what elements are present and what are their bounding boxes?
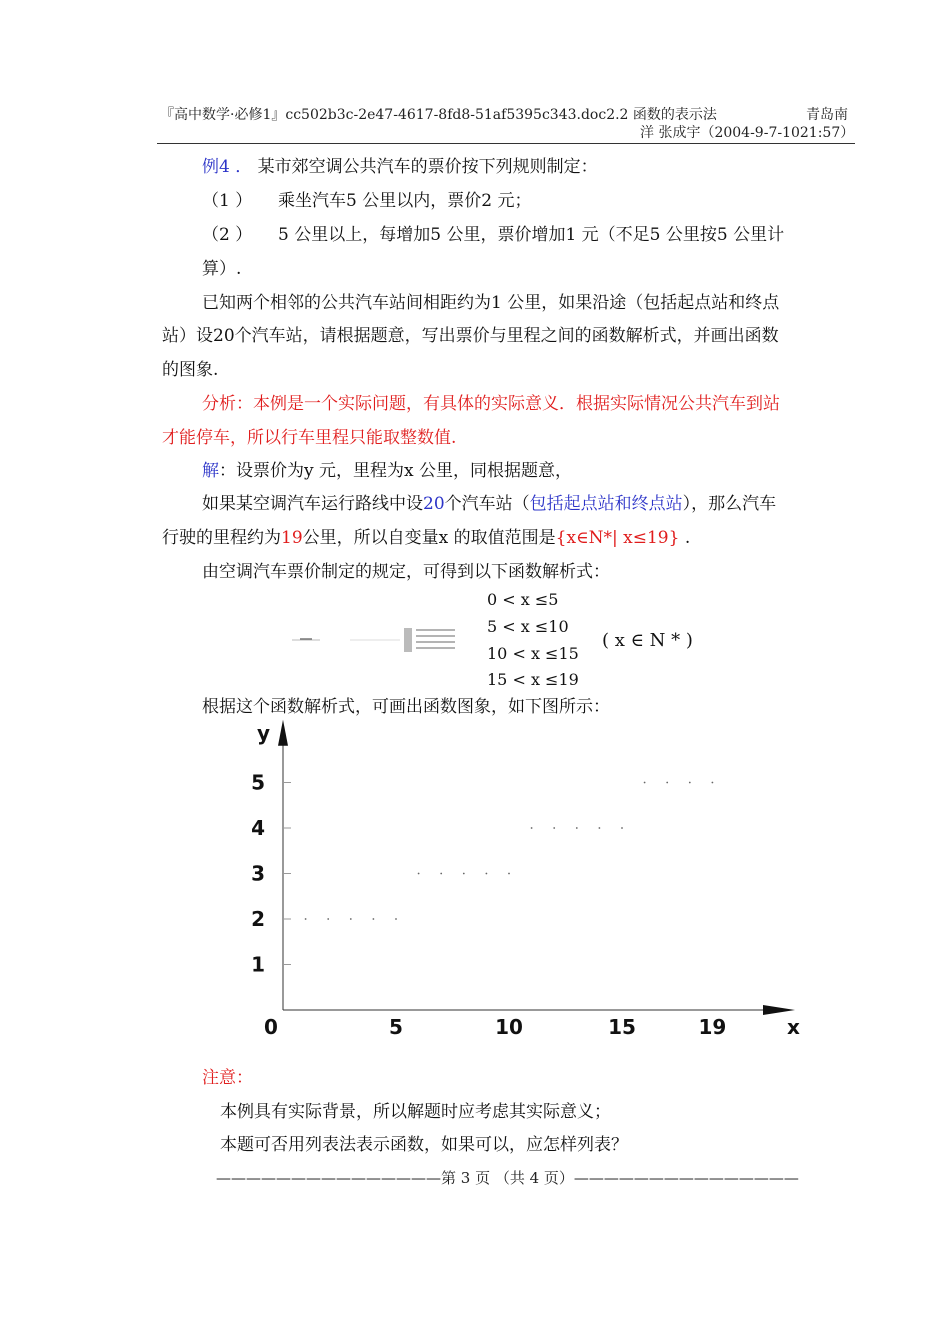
rule-2-number: （2 ） [202,225,253,245]
x-axis-label: x [787,1015,800,1039]
rule-1-number: （1 ） [202,191,253,211]
example-para-1: 已知两个相邻的公共汽车站间相距约为1 公里，如果沿途（包括起点站和终点 [202,293,780,313]
solution-line-3-c: . [679,528,691,548]
y-tick-label: 1 [251,952,265,977]
data-point [486,873,488,875]
rule-2-text: 5 公里以上，每增加5 公里，票价增加1 元（不足5 公里按5 公里计 [278,225,785,245]
y-tick-label: 2 [251,907,265,931]
data-point [576,827,578,829]
analysis-line-1: 分析：本例是一个实际问题，有具体的实际意义．根据实际情况公共汽车到站 [202,394,780,414]
note-item-1: 本例具有实际背景，所以解题时应考虑其实际意义； [220,1102,611,1122]
x-axis-arrow [763,1005,795,1015]
solution-text: ：设票价为y 元，里程为x 公里，同根据题意， [219,461,572,481]
solution-line-4: 由空调汽车票价制定的规定，可得到以下函数解析式： [202,562,610,582]
analysis-line-2: 才能停车，所以行车里程只能取整数值. [162,428,457,448]
header-author-date: 洋 张成宇（2004-9-7-1021:57） [640,125,855,141]
y-tick-label: 3 [251,861,265,886]
data-point [531,827,533,829]
page-footer: ———————————————第 3 页 （共 4 页）——————————————— [216,1169,799,1187]
header-author-start: 青岛南 [806,107,848,123]
solution-label: 解 [202,461,219,481]
y-tick-label: 5 [251,770,265,795]
y-axis-label: y [257,720,271,745]
data-point [599,827,601,829]
solution-line-5: 根据这个函数解析式，可画出函数图象，如下图所示： [202,697,610,717]
data-point [440,873,442,875]
x-tick-label: 19 [698,1015,727,1039]
data-point [621,827,623,829]
data-point [327,918,329,920]
example-label: 例4 ． [202,157,253,177]
solution-line-2-c: ），那么汽车 [682,494,777,514]
rule-2-continued: 算）. [202,259,242,279]
solution-line-2-b: 个汽车站（ [444,494,530,514]
header-title: 『高中数学·必修1』cc502b3c-2e47-4617-8fd8-51af5395c343.doc2.2 函数的表示法 [160,107,717,123]
example-para-3: 的图象. [162,360,219,380]
case-1: 0 < x ≤5 [487,590,559,609]
x-tick-label: 0 [264,1015,278,1039]
domain-set: {x∈N*| x≤19} [555,528,680,548]
case-4: 15 < x ≤19 [487,670,579,689]
case-2: 5 < x ≤10 [487,617,569,636]
station-count: 20 [423,494,445,514]
note-item-2: 本题可否用列表法表示函数，如果可以，应怎样列表？ [220,1135,628,1155]
y-tick-label: 4 [251,816,265,840]
distance-value: 19 [281,528,303,548]
data-point [463,873,465,875]
data-point [689,782,691,784]
case-3: 10 < x ≤15 [487,644,579,663]
data-point [305,918,307,920]
x-tick-label: 15 [608,1015,636,1039]
function-domain: ( x ∈ N * ) [602,630,693,651]
station-note: 包括起点站和终点站 [529,494,683,514]
data-point [644,782,646,784]
x-tick-label: 5 [389,1015,403,1039]
data-point [712,782,714,784]
x-tick-label: 10 [495,1015,523,1039]
solution-line-3-a: 行驶的里程约为 [162,528,281,548]
example-text: 某市郊空调公共汽车的票价按下列规则制定： [257,157,598,177]
data-point [508,873,510,875]
y-axis-arrow [278,720,288,746]
data-point [373,918,375,920]
solution-line-3-b: 公里，所以自变量x 的取值范围是 [302,528,556,548]
data-point [553,827,555,829]
data-point [666,782,668,784]
rule-1-text: 乘坐汽车5 公里以内，票价2 元； [278,191,532,211]
example-para-2: 站）设20个汽车站，请根据题意，写出票价与里程之间的函数解析式，并画出函数 [162,326,779,346]
data-point [395,918,397,920]
data-point [418,873,420,875]
note-label: 注意： [202,1068,253,1088]
solution-line-2-a: 如果某空调汽车运行路线中设 [202,494,423,514]
data-point [350,918,352,920]
